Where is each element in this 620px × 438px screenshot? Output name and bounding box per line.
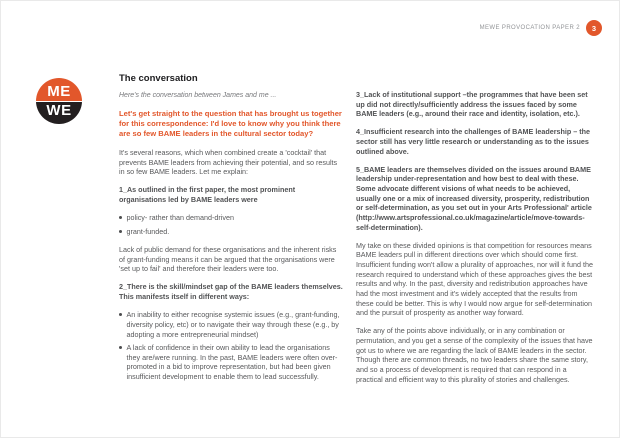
body-paragraph: Take any of the points above individually, or in any combination or permutation, and you get a sense of the complexity of the issues that have got us to where we are regarding the lack of BAME leaders in the sector. Though there are common threads, no two leaders share the same story, and so a process of development is required that can respond in a practical and efficient way to this plurality of stories and challenges. [356,326,593,384]
logo-top-half: ME [36,78,82,102]
numbered-point: 4_Insufficient research into the challenges of BAME leadership – the sector still has very little research or understanding as to the issues outlined above. [356,127,591,156]
bullet-dot-icon [119,346,122,349]
left-column [119,73,343,390]
numbered-point: 3_Lack of institutional support –the programmes that have been set up did not directly/sufficiently address the issues faced by some BAME leaders (e.g., around their race and identity, isolation, etc.). [356,90,588,119]
bullet-dot-icon [119,313,122,316]
numbered-point: 2_There is the skill/mindset gap of the BAME leaders themselves. This manifests itself in different ways: [119,282,343,302]
bullet-text: grant-funded. [126,226,170,236]
paper-title: MEWE PROVOCATION PAPER 2 [479,25,580,31]
bullet-item [119,310,343,339]
lead-question: Let's get straight to the question that has brought us together for this correspondence: I'd love to know why you think there are so few BAME leaders in the cultural sector today? [119,109,342,139]
body-paragraph: My take on these divided opinions is that competition for resources means BAME leaders pull in different directions over which should come first. Insufficient funding won't allow a plurality of approaches, nor will it fund the research required to understand which of these approaches gives the best results and why. In the past, diversity and redistribution approaches have had the most investment and it's widely accepted that the results from these could be better. This is why I would now argue for self-determination and the pursuit of prosperity as another way forward. [356,240,593,318]
logo-bottom-half: WE [36,102,82,125]
numbered-point: 5_BAME leaders are themselves divided on the issues around BAME leadership under-representation and how best to deal with these. Some advocate different visions of what needs to be achieved, usually one or a mix of increased diversity, prosperity, redistribution or self-determination, as you set out in your Arts Professional' article (http://www.artsprofessional.co.uk/magazine/article/move-towards-self-determination). [356,164,592,232]
left-column-blocks [119,148,343,382]
body-paragraph: It's several reasons, which when combined create a 'cocktail' that prevents BAME leaders from achieving their potential, and so results in so few BAME leaders. Let me explain: [119,148,338,177]
bullet-text: A lack of confidence in their own ability to lead the organisations they are/were running. In the past, BAME leaders were often over-promoted in a bid to improve representation, but had been given insufficient development to enable them to lead successfully. [126,343,338,382]
bullet-dot-icon [119,230,122,233]
page-number-badge: 3 [586,20,602,36]
right-column-blocks [356,90,594,384]
right-column [356,90,594,393]
mewe-logo [36,78,82,124]
bullet-text: An inability to either recognise systemic issues (e.g., grant-funding, diversity policy, etc) or to navigate their way through these (e.g., by adopting a more entrepreneurial mindset) [126,310,340,339]
bullet-item [119,227,343,237]
bullet-item [119,213,343,223]
numbered-point: 1_As outlined in the first paper, the most prominent organisations led by BAME leaders were [119,185,296,205]
running-header [480,20,602,36]
bullet-dot-icon [119,216,122,219]
intro-line: Here's the conversation between James and me ... [119,92,277,99]
bullet-list [119,310,343,381]
article-title: The conversation [119,73,198,84]
bullet-item [119,343,343,382]
bullet-text: policy- rather than demand-driven [126,213,234,223]
body-paragraph: Lack of public demand for these organisations and the inherent risks of grant-funding means it can be argued that the organisations were 'set up to fail' and therefore their leaders were too. [119,245,337,274]
bullet-list [119,213,343,236]
